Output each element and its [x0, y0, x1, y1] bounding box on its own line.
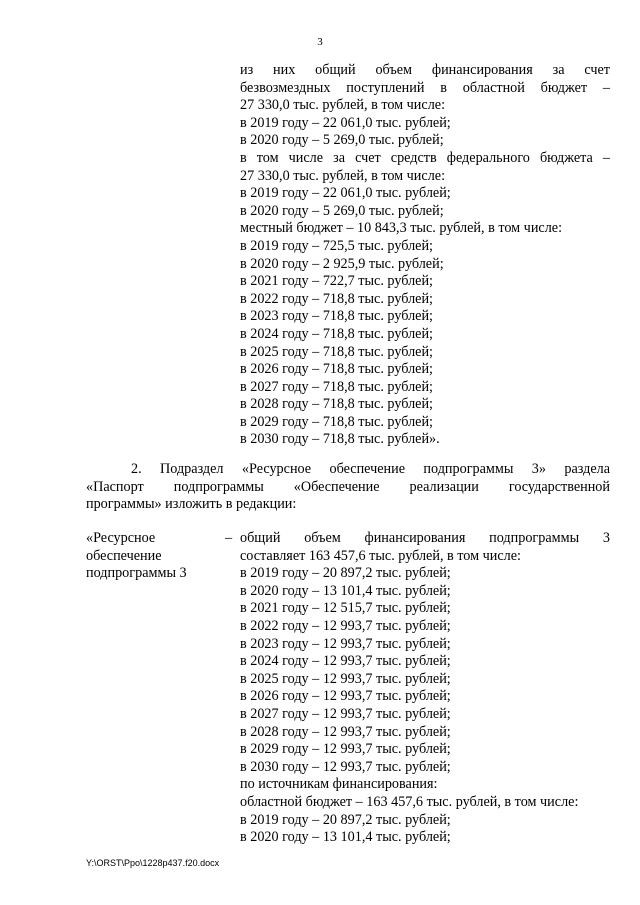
- resource-label-line: обеспечение: [86, 547, 162, 564]
- text-line: в том числе за счет средств федерального бюджета –: [240, 149, 610, 166]
- text-line: в 2026 году – 12 993,7 тыс. рублей;: [240, 688, 451, 705]
- text-line: в 2028 году – 12 993,7 тыс. рублей;: [240, 723, 451, 740]
- text-line: в 2021 году – 12 515,7 тыс. рублей;: [240, 600, 451, 617]
- text-line: 27 330,0 тыс. рублей, в том числе:: [240, 167, 446, 184]
- text-line: в 2020 году – 13 101,4 тыс. рублей;: [240, 829, 451, 846]
- text-line: в 2029 году – 12 993,7 тыс. рублей;: [240, 741, 451, 758]
- financing-top-block: [240, 62, 610, 449]
- text-line: в 2022 году – 718,8 тыс. рублей;: [240, 290, 433, 307]
- text-line: в 2020 году – 5 269,0 тыс. рублей;: [240, 132, 444, 149]
- paragraph-line: «Паспорт подпрограммы «Обеспечение реализации государственной: [86, 478, 610, 495]
- text-line: общий объем финансирования подпрограммы 3: [240, 530, 610, 546]
- text-line: в 2019 году – 22 061,0 тыс. рублей;: [240, 114, 451, 131]
- text-line: в 2025 году – 12 993,7 тыс. рублей;: [240, 670, 451, 687]
- file-path-footer: Y:\ORST\Ppo\1228p437.f20.docx: [86, 858, 220, 868]
- text-line: в 2020 году – 2 925,9 тыс. рублей;: [240, 255, 444, 272]
- text-line: из них общий объем финансирования за счет: [240, 62, 610, 78]
- text-line: в 2027 году – 12 993,7 тыс. рублей;: [240, 705, 451, 722]
- text-line: в 2019 году – 20 897,2 тыс. рублей;: [240, 811, 451, 828]
- text-line: в 2027 году – 718,8 тыс. рублей;: [240, 378, 433, 395]
- resource-label: [86, 530, 226, 583]
- resource-dash: –: [225, 530, 233, 546]
- text-line: в 2028 году – 718,8 тыс. рублей;: [240, 396, 433, 413]
- paragraph-line: 2. Подраздел «Ресурсное обеспечение подпрограммы 3» раздела: [131, 461, 610, 477]
- text-line: в 2020 году – 5 269,0 тыс. рублей;: [240, 202, 444, 219]
- text-line: в 2024 году – 718,8 тыс. рублей;: [240, 325, 433, 342]
- text-line: в 2029 году – 718,8 тыс. рублей;: [240, 413, 433, 430]
- text-line: областной бюджет – 163 457,6 тыс. рублей, в том числе:: [240, 793, 579, 810]
- amendment-paragraph: [86, 461, 610, 514]
- text-line: в 2030 году – 718,8 тыс. рублей».: [240, 431, 440, 448]
- text-line: местный бюджет – 10 843,3 тыс. рублей, в том числе:: [240, 220, 563, 237]
- text-line: в 2022 году – 12 993,7 тыс. рублей;: [240, 617, 451, 634]
- resource-label-line: «Ресурсное: [86, 530, 156, 546]
- text-line: в 2023 году – 12 993,7 тыс. рублей;: [240, 635, 451, 652]
- text-line: составляет 163 457,6 тыс. рублей, в том числе:: [240, 547, 521, 564]
- text-line: в 2021 году – 722,7 тыс. рублей;: [240, 273, 433, 290]
- text-line: в 2019 году – 20 897,2 тыс. рублей;: [240, 565, 451, 582]
- text-line: в 2025 году – 718,8 тыс. рублей;: [240, 343, 433, 360]
- text-line: в 2019 году – 22 061,0 тыс. рублей;: [240, 185, 451, 202]
- text-line: в 2026 году – 718,8 тыс. рублей;: [240, 361, 433, 378]
- text-line: в 2020 году – 13 101,4 тыс. рублей;: [240, 582, 451, 599]
- text-line: в 2019 году – 725,5 тыс. рублей;: [240, 237, 433, 254]
- page-number: 3: [317, 36, 323, 48]
- paragraph-line: программы» изложить в редакции:: [86, 496, 297, 513]
- text-line: в 2030 году – 12 993,7 тыс. рублей;: [240, 758, 451, 775]
- resource-label-line: подпрограммы 3: [86, 565, 187, 582]
- text-line: безвозмездных поступлений в областной бюджет –: [240, 79, 610, 96]
- text-line: 27 330,0 тыс. рублей, в том числе:: [240, 97, 446, 114]
- text-line: по источникам финансирования:: [240, 776, 438, 793]
- text-line: в 2024 году – 12 993,7 тыс. рублей;: [240, 653, 451, 670]
- resource-values: [240, 530, 610, 847]
- text-line: в 2023 году – 718,8 тыс. рублей;: [240, 308, 433, 325]
